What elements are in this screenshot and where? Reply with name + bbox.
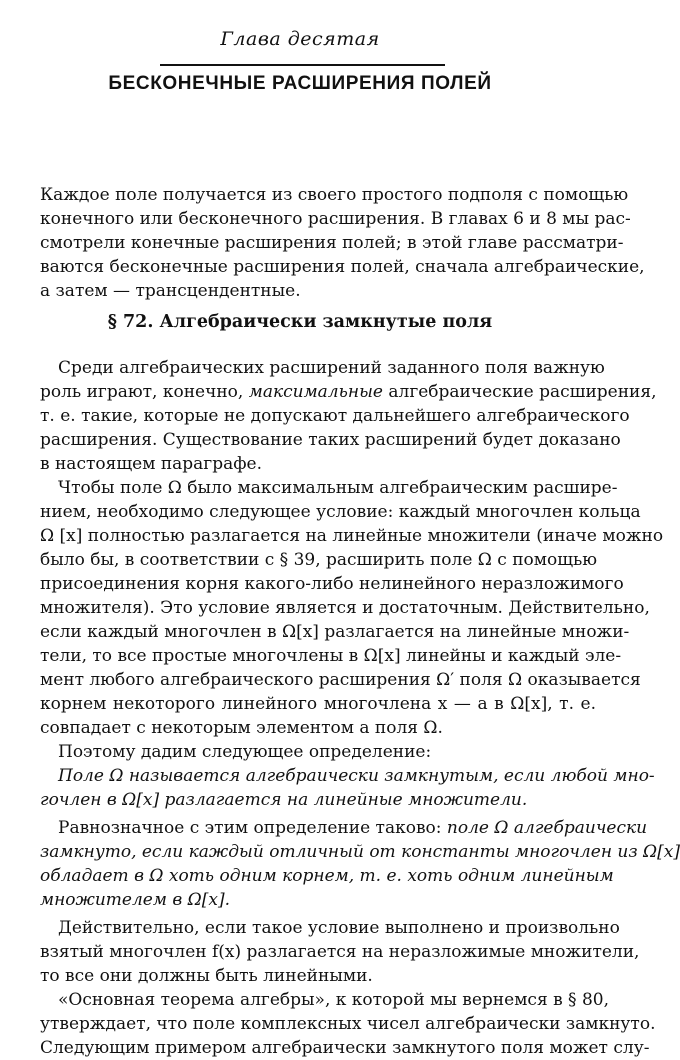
text-line: конечного или бесконечного расширения. В главах 6 и 8 мы рас- xyxy=(40,209,631,229)
text-line: Действительно, если такое условие выполнено и произвольно xyxy=(58,918,620,938)
text-line: расширения. Существование таких расширений будет доказано xyxy=(40,430,621,450)
text-line: взятый многочлен f(x) разлагается на неразложимые множители, xyxy=(40,942,640,962)
text-line: присоединения корня какого-либо нелинейного неразложимого xyxy=(40,574,624,594)
text-line: Среди алгебраических расширений заданного поля важную xyxy=(58,358,605,378)
text-line: совпадает с некоторым элементом a поля Ω. xyxy=(40,718,443,738)
text-fragment: Равнозначное с этим определение таково: xyxy=(58,818,447,838)
text-line: мент любого алгебраического расширения Ω′ поля Ω оказывается xyxy=(40,670,641,690)
definition-line: множителем в Ω[x]. xyxy=(40,890,231,910)
text-line: то все они должны быть линейными. xyxy=(40,966,373,986)
text-line: т. е. такие, которые не допускают дальнейшего алгебраического xyxy=(40,406,630,426)
definition-line: гочлен в Ω[x] разлагается на линейные множители. xyxy=(40,790,528,810)
text-line: множителя). Это условие является и достаточным. Действительно, xyxy=(40,598,650,618)
section-title: § 72. Алгебраически замкнутые поля xyxy=(107,312,493,332)
text-line: Ω [x] полностью разлагается на линейные множители (иначе можно xyxy=(40,526,664,546)
text-line xyxy=(40,816,648,840)
definition-line: Поле Ω называется алгебраически замкнутым, если любой мно- xyxy=(58,766,655,786)
text-line: Следующим примером алгебраически замкнутого поля может слу- xyxy=(40,1038,650,1058)
definition-line: замкнуто, если каждый отличный от константы многочлен из Ω[x] xyxy=(40,842,680,862)
emphasis-text: максимальные xyxy=(248,382,383,402)
text-line xyxy=(40,380,657,404)
emphasis-text: поле Ω алгебраически xyxy=(446,818,648,838)
text-line: Поэтому дадим следующее определение: xyxy=(58,742,432,762)
text-line: а затем — трансцендентные. xyxy=(40,281,301,301)
text-line: смотрели конечные расширения полей; в этой главе рассматри- xyxy=(40,233,624,253)
text-line: было бы, в соответствии с § 39, расширить поле Ω с помощью xyxy=(40,550,598,570)
text-line: тели, то все простые многочлены в Ω[x] линейны и каждый эле- xyxy=(40,646,622,666)
text-fragment: роль играют, конечно, xyxy=(40,382,249,402)
text-fragment: алгебраические расширения, xyxy=(382,382,657,402)
chapter-title: БЕСКОНЕЧНЫЕ РАСШИРЕНИЯ ПОЛЕЙ xyxy=(108,73,492,94)
intro-paragraph xyxy=(40,183,645,303)
text-line: утверждает, что поле комплексных чисел алгебраически замкнуто. xyxy=(40,1014,656,1034)
text-line: в настоящем параграфе. xyxy=(40,454,262,474)
text-line: корнем некоторого линейного многочлена x — a в Ω[x], т. е. xyxy=(40,694,596,714)
chapter-label: Глава десятая xyxy=(220,28,380,50)
text-line: если каждый многочлен в Ω[x] разлагается на линейные множи- xyxy=(40,622,630,642)
section-body xyxy=(40,356,680,1060)
text-line: Чтобы поле Ω было максимальным алгебраическим расшире- xyxy=(58,478,618,498)
text-line: ваются бесконечные расширения полей, сначала алгебраические, xyxy=(40,257,645,277)
text-line: Каждое поле получается из своего простого подполя с помощью xyxy=(40,185,629,205)
definition-line: обладает в Ω хоть одним корнем, т. е. хоть одним линейным xyxy=(40,866,614,886)
chapter-divider xyxy=(160,64,445,66)
text-line: «Основная теорема алгебры», к которой мы вернемся в § 80, xyxy=(58,990,609,1010)
text-line: нием, необходимо следующее условие: каждый многочлен кольца xyxy=(40,502,641,522)
